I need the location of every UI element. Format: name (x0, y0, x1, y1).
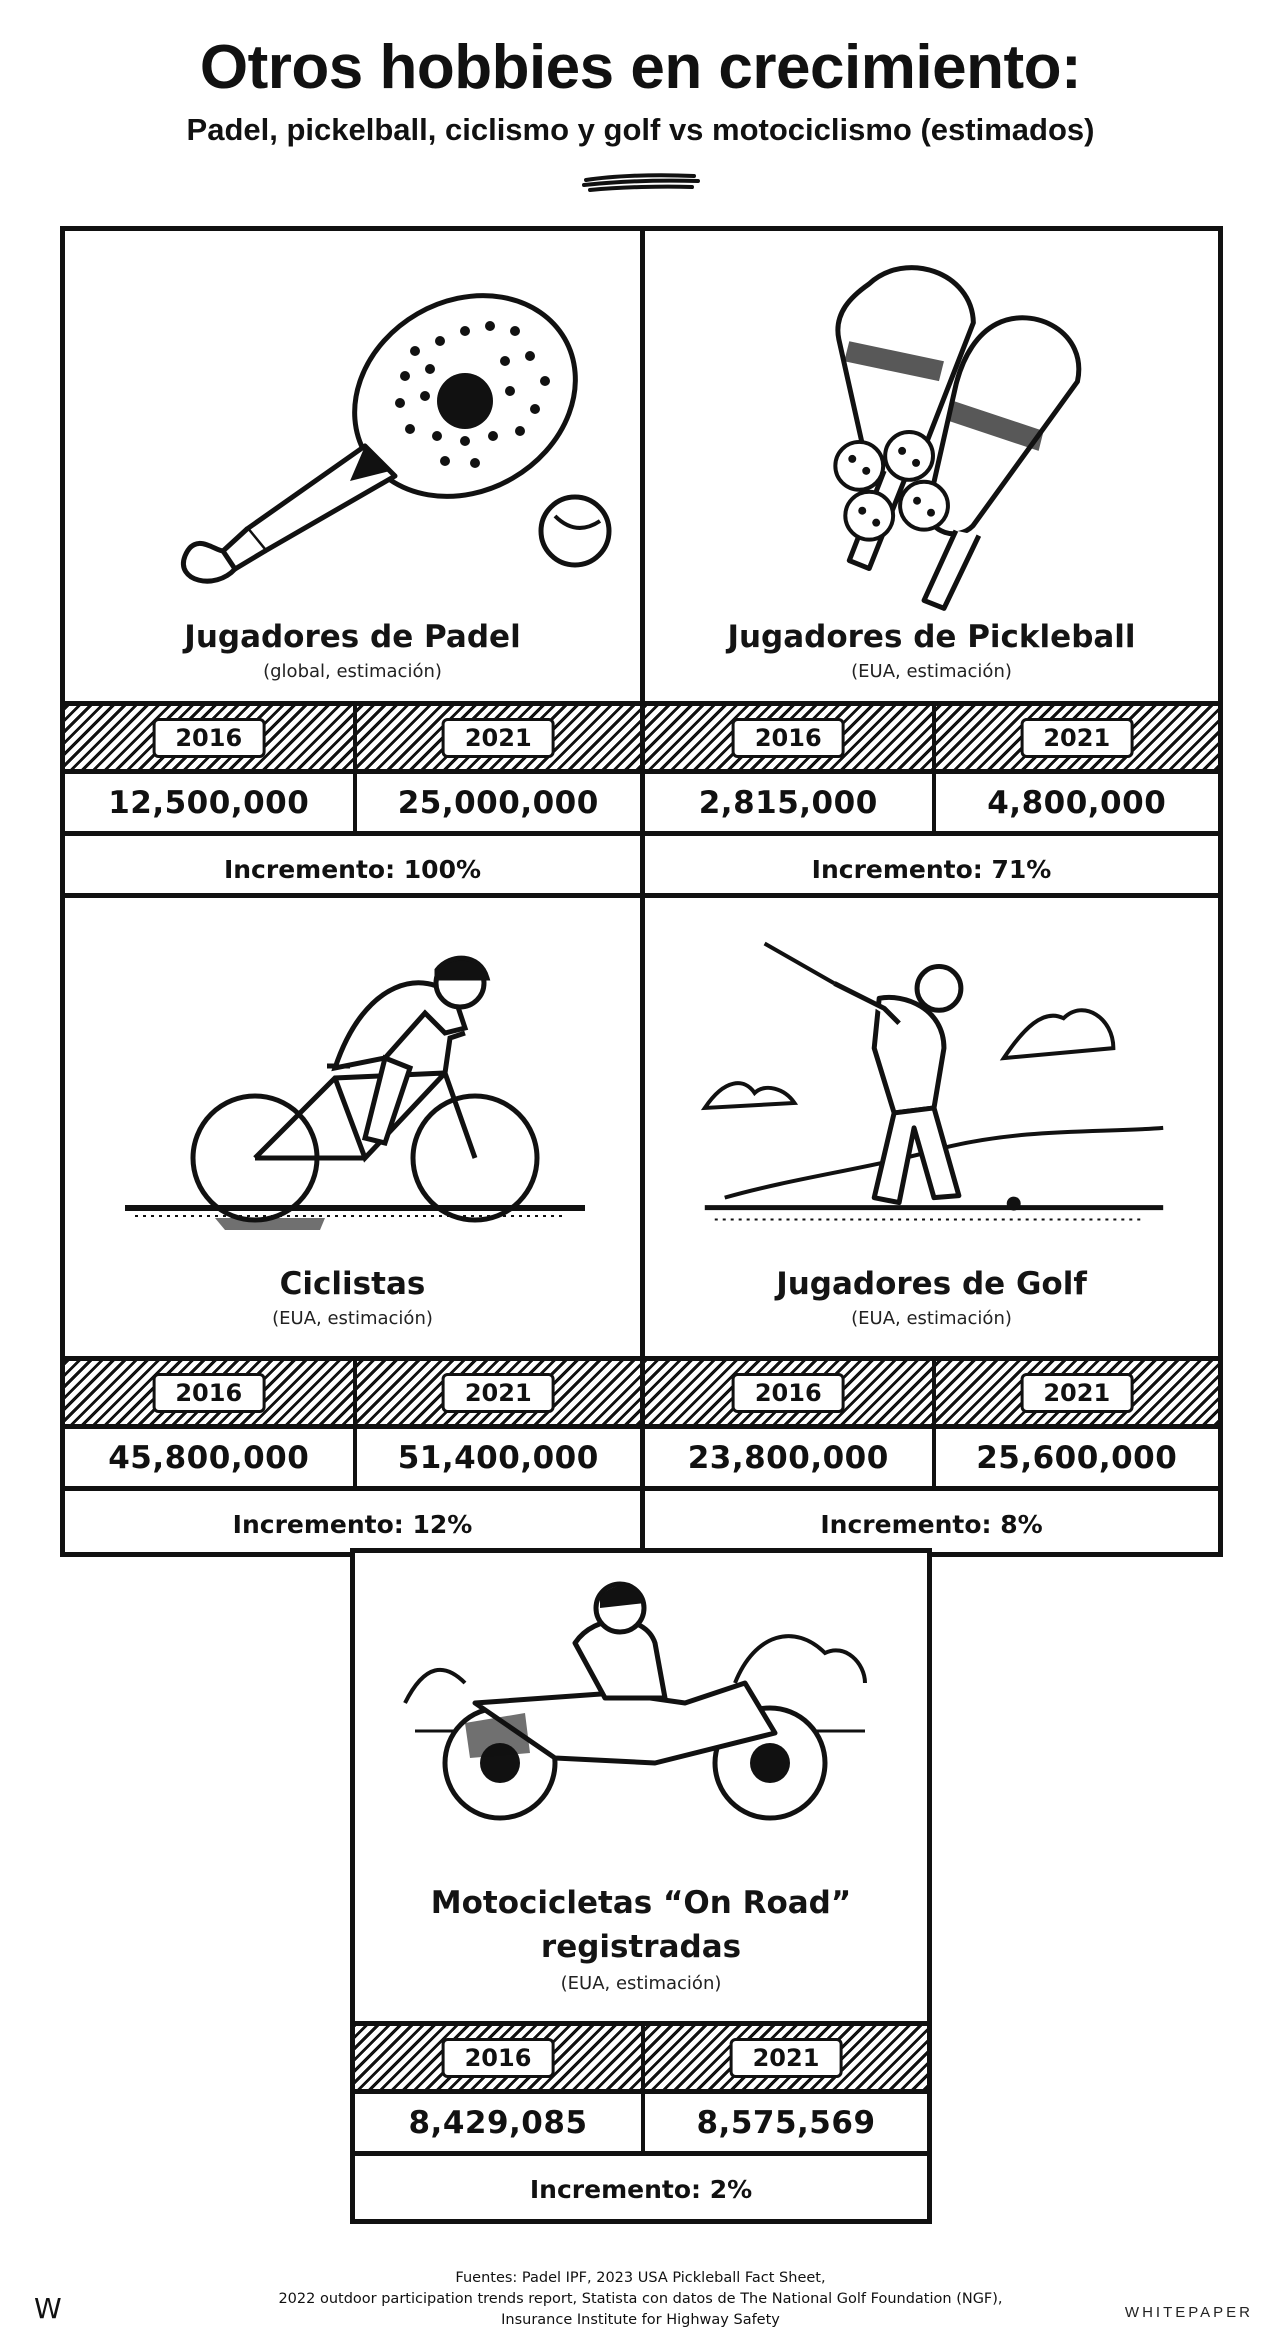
year-label: 2016 (732, 718, 845, 758)
increment-label: Incremento: 12% (65, 1486, 640, 1558)
sources-line: Insurance Institute for Highway Safety (501, 2312, 780, 2328)
panel-note: (EUA, estimación) (272, 1308, 433, 1329)
squiggle-divider (582, 172, 700, 194)
panel-note: (global, estimación) (263, 661, 442, 682)
value-2016: 8,429,085 (408, 2104, 588, 2141)
value-2021: 51,400,000 (353, 1429, 641, 1486)
panel-label: Jugadores de Golf (776, 1266, 1087, 1302)
panel-label: Jugadores de Padel (184, 619, 521, 655)
value-2021: 25,600,000 (932, 1429, 1219, 1486)
value-2016: 12,500,000 (108, 784, 310, 821)
cyclist-icon (65, 898, 640, 1288)
year-label: 2021 (442, 1373, 555, 1413)
motorcycle-icon (355, 1553, 927, 1873)
increment-label: Incremento: 2% (355, 2151, 927, 2223)
value-row (645, 769, 1218, 831)
panel-note: (EUA, estimación) (851, 661, 1012, 682)
panel-pickleball (640, 226, 1223, 902)
year-header-row (645, 701, 1218, 769)
year-label: 2016 (732, 1373, 845, 1413)
increment-label: Incremento: 100% (65, 831, 640, 903)
page-title: Otros hobbies en crecimiento: (199, 33, 1082, 102)
year-header-row (645, 1356, 1218, 1424)
increment-label: Incremento: 8% (645, 1486, 1218, 1558)
value-2016: 23,800,000 (687, 1439, 889, 1476)
pickleball-paddles-icon (645, 231, 1218, 621)
value-2021: 8,575,569 (641, 2094, 927, 2151)
year-label: 2021 (730, 2038, 843, 2078)
panel-motorcycles (350, 1548, 932, 2224)
panel-cycling (60, 893, 645, 1557)
panel-padel (60, 226, 645, 902)
year-label: 2021 (1020, 718, 1133, 758)
panel-note: (EUA, estimación) (851, 1308, 1012, 1329)
panel-label: Motocicletas “On Road” registradas (430, 1885, 852, 1965)
year-label: 2016 (152, 718, 265, 758)
value-row (65, 769, 640, 831)
value-2016: 2,815,000 (698, 784, 878, 821)
golfer-icon (645, 898, 1218, 1288)
year-label: 2016 (442, 2038, 555, 2078)
sources-line: 2022 outdoor participation trends report, Statista con datos de The National Golf Foundation (NGF), (278, 2291, 1003, 2307)
panel-golf (640, 893, 1223, 1557)
value-row (65, 1424, 640, 1486)
brand-wordmark: WHITEPAPER (1124, 2304, 1253, 2321)
sources-line: Fuentes: Padel IPF, 2023 USA Pickleball Fact Sheet, (455, 2270, 826, 2286)
value-2021: 4,800,000 (932, 774, 1219, 831)
value-row (645, 1424, 1218, 1486)
year-header-row (355, 2021, 927, 2089)
panel-note: (EUA, estimación) (560, 1973, 722, 1994)
value-2016: 45,800,000 (108, 1439, 310, 1476)
sources-footer (0, 2268, 1281, 2331)
value-row (355, 2089, 927, 2151)
logo-w: W (34, 2292, 62, 2325)
year-label: 2016 (152, 1373, 265, 1413)
padel-racket-icon (65, 231, 640, 621)
increment-label: Incremento: 71% (645, 831, 1218, 903)
year-header-row (65, 1356, 640, 1424)
year-label: 2021 (442, 718, 555, 758)
value-2021: 25,000,000 (353, 774, 641, 831)
panel-label: Jugadores de Pickleball (727, 619, 1136, 655)
page-subtitle: Padel, pickelball, ciclismo y golf vs motociclismo (estimados) (186, 112, 1095, 147)
panel-label: Ciclistas (279, 1266, 426, 1302)
year-label: 2021 (1020, 1373, 1133, 1413)
year-header-row (65, 701, 640, 769)
